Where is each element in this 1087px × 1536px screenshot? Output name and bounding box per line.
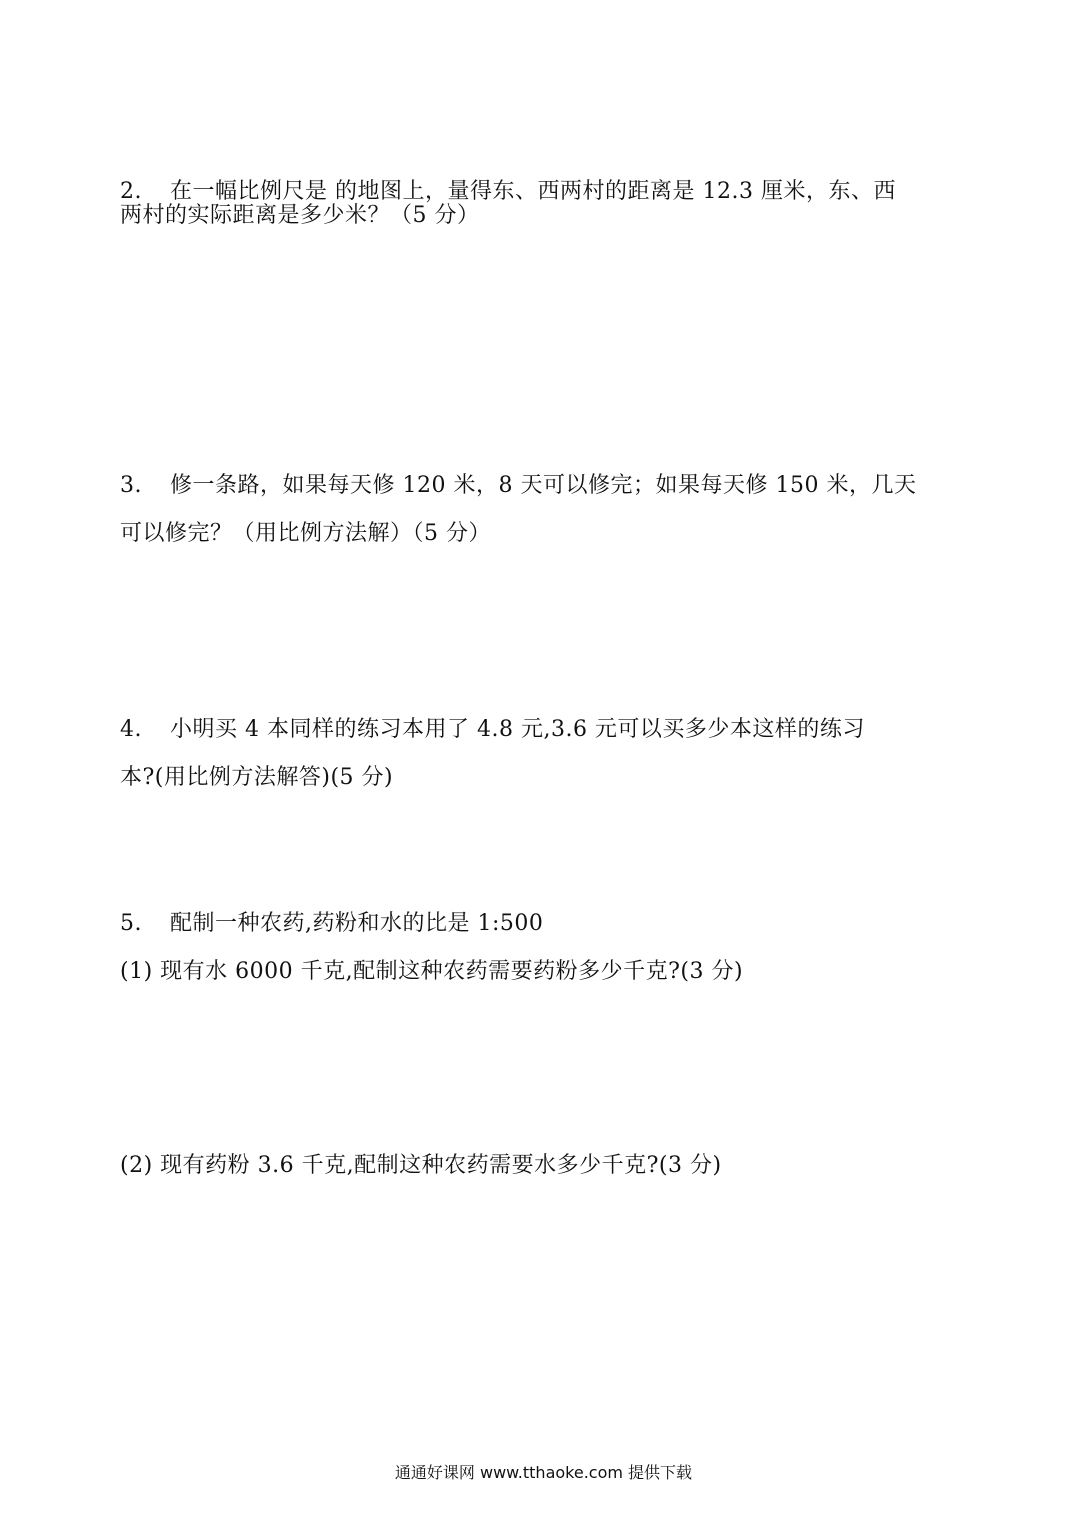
question-5-number: 5.	[120, 911, 142, 936]
page-footer: 通通好课网 www.tthaoke.com 提供下载	[394, 1463, 693, 1482]
question-3-number: 3.	[120, 473, 142, 498]
question-4-line-1	[120, 716, 865, 744]
question-5-sub-1-text: (1) 现有水 6000 千克,配制这种农药需要药粉多少千克?(3 分)	[120, 959, 744, 984]
question-5-text-1: 配制一种农药,药粉和水的比是 1:500	[170, 911, 544, 936]
question-3-line-1	[120, 472, 916, 500]
question-3-text-1: 修一条路，如果每天修 120 米，8 天可以修完；如果每天修 150 米，几天	[170, 473, 917, 498]
question-2-text-1: 在一幅比例尺是 的地图上，量得东、西两村的距离是 12.3 厘米，东、西	[170, 179, 896, 204]
question-3-line-2	[120, 520, 491, 548]
question-4-number: 4.	[120, 717, 142, 742]
question-3-text-2: 可以修完？（用比例方法解）（5 分）	[120, 521, 491, 546]
question-5-sub-2	[120, 1152, 722, 1180]
question-4-text-1: 小明买 4 本同样的练习本用了 4.8 元,3.6 元可以买多少本这样的练习	[170, 717, 865, 742]
question-4-text-2: 本?(用比例方法解答)(5 分)	[120, 765, 394, 790]
question-5-sub-2-text: (2) 现有药粉 3.6 千克,配制这种农药需要水多少千克?(3 分)	[120, 1153, 722, 1178]
question-4-line-2	[120, 764, 393, 792]
question-2-number: 2.	[120, 179, 142, 204]
question-5-sub-1	[120, 958, 743, 986]
question-2-line-2	[120, 202, 480, 230]
question-5-line-1	[120, 910, 543, 938]
question-2-text-2: 两村的实际距离是多少米？（5 分）	[120, 203, 480, 228]
